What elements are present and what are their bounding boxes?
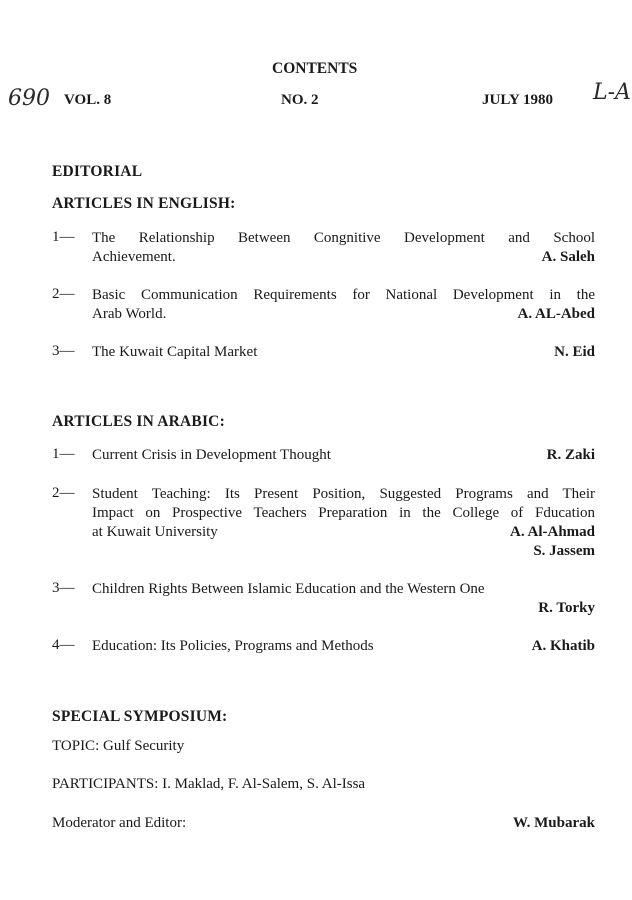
article-number: 3— [52, 343, 75, 359]
article-number: 1— [52, 229, 75, 245]
arabic-section-heading: ARTICLES IN ARABIC: [52, 413, 225, 430]
article-title-line: Basic Communication Requirements for National Development in the [92, 287, 595, 303]
english-article-1 [52, 229, 595, 267]
article-title-line: at Kuwait University [92, 524, 218, 540]
page-title: CONTENTS [272, 60, 358, 77]
article-number: 2— [52, 286, 75, 302]
article-title-line: The Relationship Between Congnitive Development and School [92, 230, 595, 246]
article-number: 1— [52, 446, 75, 462]
handwritten-note-left: 690 [8, 86, 50, 111]
article-number: 4— [52, 637, 75, 653]
article-author: A. Saleh [541, 249, 595, 265]
editorial-heading: EDITORIAL [52, 163, 143, 180]
article-title-line: Impact on Prospective Teachers Preparation in the College of Fducation [92, 505, 595, 521]
article-author: A. Al-Ahmad [509, 524, 595, 540]
article-author: N. Eid [554, 344, 595, 360]
handwritten-note-right: L-A [593, 80, 631, 105]
symposium-participants: PARTICIPANTS: I. Maklad, F. Al-Salem, S. Al-Issa [52, 776, 366, 792]
symposium-topic: TOPIC: Gulf Security [52, 738, 185, 754]
article-title-line: Children Rights Between Islamic Education and the Western One [92, 581, 485, 597]
symposium-heading: SPECIAL SYMPOSIUM: [52, 708, 228, 725]
article-title-line: Student Teaching: Its Present Position, Suggested Programs and Their [92, 486, 595, 502]
article-title-line: Arab World. [92, 306, 167, 322]
arabic-article-2 [52, 485, 595, 561]
arabic-article-4 [52, 637, 595, 656]
moderator-label: Moderator and Editor: [52, 815, 187, 831]
article-author: R. Torky [538, 600, 595, 616]
article-author: A. AL-Abed [517, 306, 595, 322]
volume-label: VOL. 8 [64, 92, 112, 108]
english-article-2 [52, 286, 595, 324]
article-number: 3— [52, 580, 75, 596]
issue-date: JULY 1980 [482, 92, 553, 108]
symposium-moderator-row [52, 815, 595, 832]
article-coauthor: S. Jassem [533, 543, 595, 559]
moderator-name: W. Mubarak [513, 815, 595, 831]
article-author: R. Zaki [546, 447, 595, 463]
article-title-line: The Kuwait Capital Market [92, 344, 258, 360]
article-title-line: Current Crisis in Development Thought [92, 447, 331, 463]
article-number: 2— [52, 485, 75, 501]
issue-number: NO. 2 [281, 92, 319, 108]
english-section-heading: ARTICLES IN ENGLISH: [52, 195, 236, 212]
arabic-article-3 [52, 580, 595, 618]
arabic-article-1 [52, 446, 595, 465]
article-title-line: Education: Its Policies, Programs and Methods [92, 638, 374, 654]
article-title-line: Achievement. [92, 249, 176, 265]
article-author: A. Khatib [531, 638, 595, 654]
english-article-3 [52, 343, 595, 362]
